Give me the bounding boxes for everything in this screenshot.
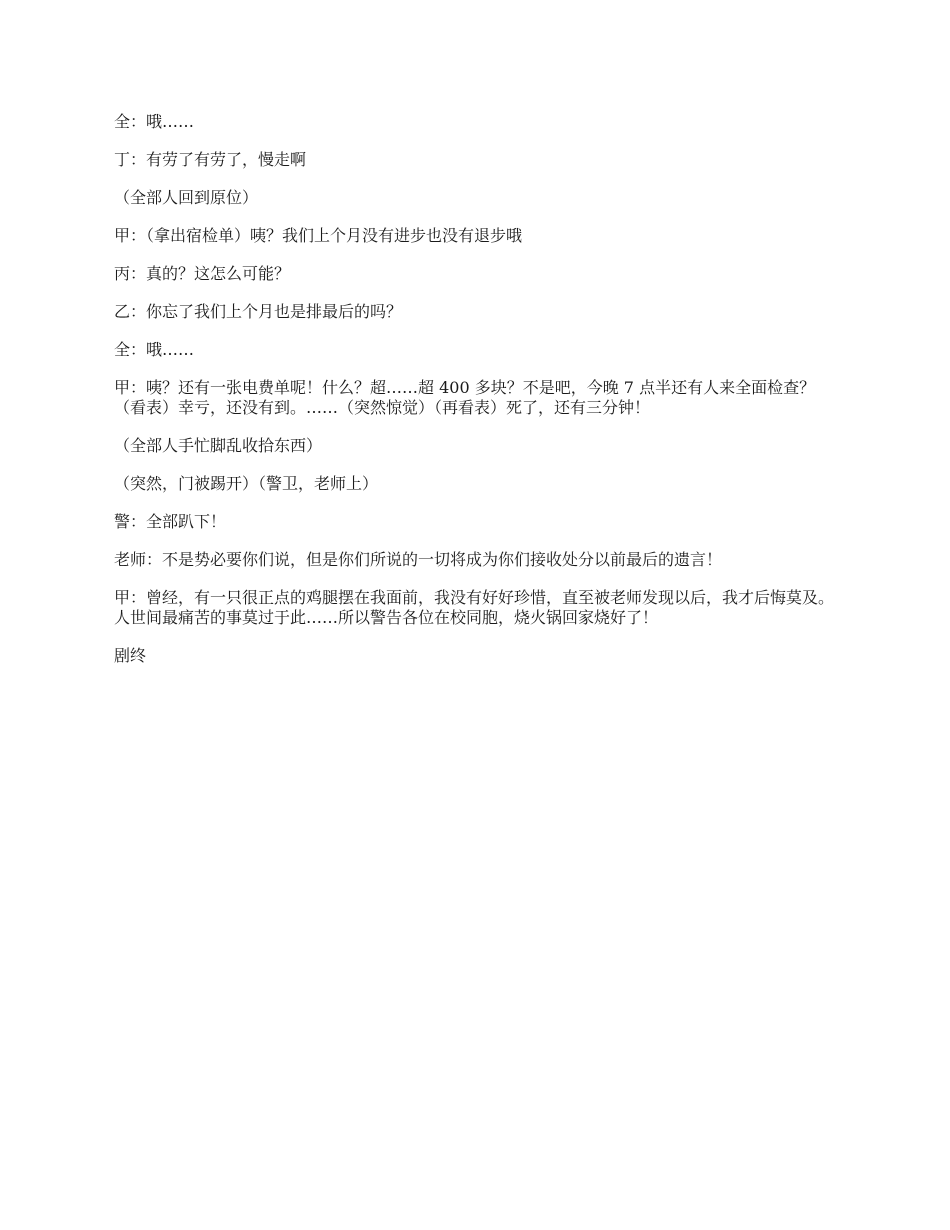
document-body: [114, 112, 844, 684]
dialogue-line: 甲：咦？还有一张电费单呢！什么？超……超 400 多块？不是吧，今晚 7 点半还有人来全面检查？（看表）幸亏，还没有到。……（突然惊觉）（再看表）死了，还有三分钟！: [114, 378, 816, 417]
stage-direction: （全部人手忙脚乱收拾东西）: [114, 436, 323, 455]
dialogue-line: 甲：（拿出宿检单）咦？我们上个月没有进步也没有退步哦: [114, 226, 523, 245]
dialogue-line: 乙：你忘了我们上个月也是排最后的吗？: [114, 302, 403, 321]
dialogue-line: 全：哦……: [114, 112, 195, 131]
dialogue-line: 老师：不是势必要你们说，但是你们所说的一切将成为你们接收处分以前最后的遗言！: [114, 550, 723, 569]
dialogue-line: 警：全部趴下！: [114, 512, 227, 531]
dialogue-line: 甲：曾经，有一只很正点的鸡腿摆在我面前，我没有好好珍惜，直至被老师发现以后，我才后悔莫及。人世间最痛苦的事莫过于此……所以警告各位在校同胞，烧火锅回家烧好了！: [114, 588, 835, 627]
stage-direction: （突然，门被踢开）（警卫，老师上）: [114, 474, 379, 493]
stage-direction: （全部人回到原位）: [114, 188, 259, 207]
dialogue-line: 全：哦……: [114, 340, 195, 359]
dialogue-line: 丙：真的？这怎么可能？: [114, 264, 291, 283]
ending-text: 剧终: [114, 646, 147, 665]
dialogue-line: 丁：有劳了有劳了，慢走啊: [114, 150, 307, 169]
